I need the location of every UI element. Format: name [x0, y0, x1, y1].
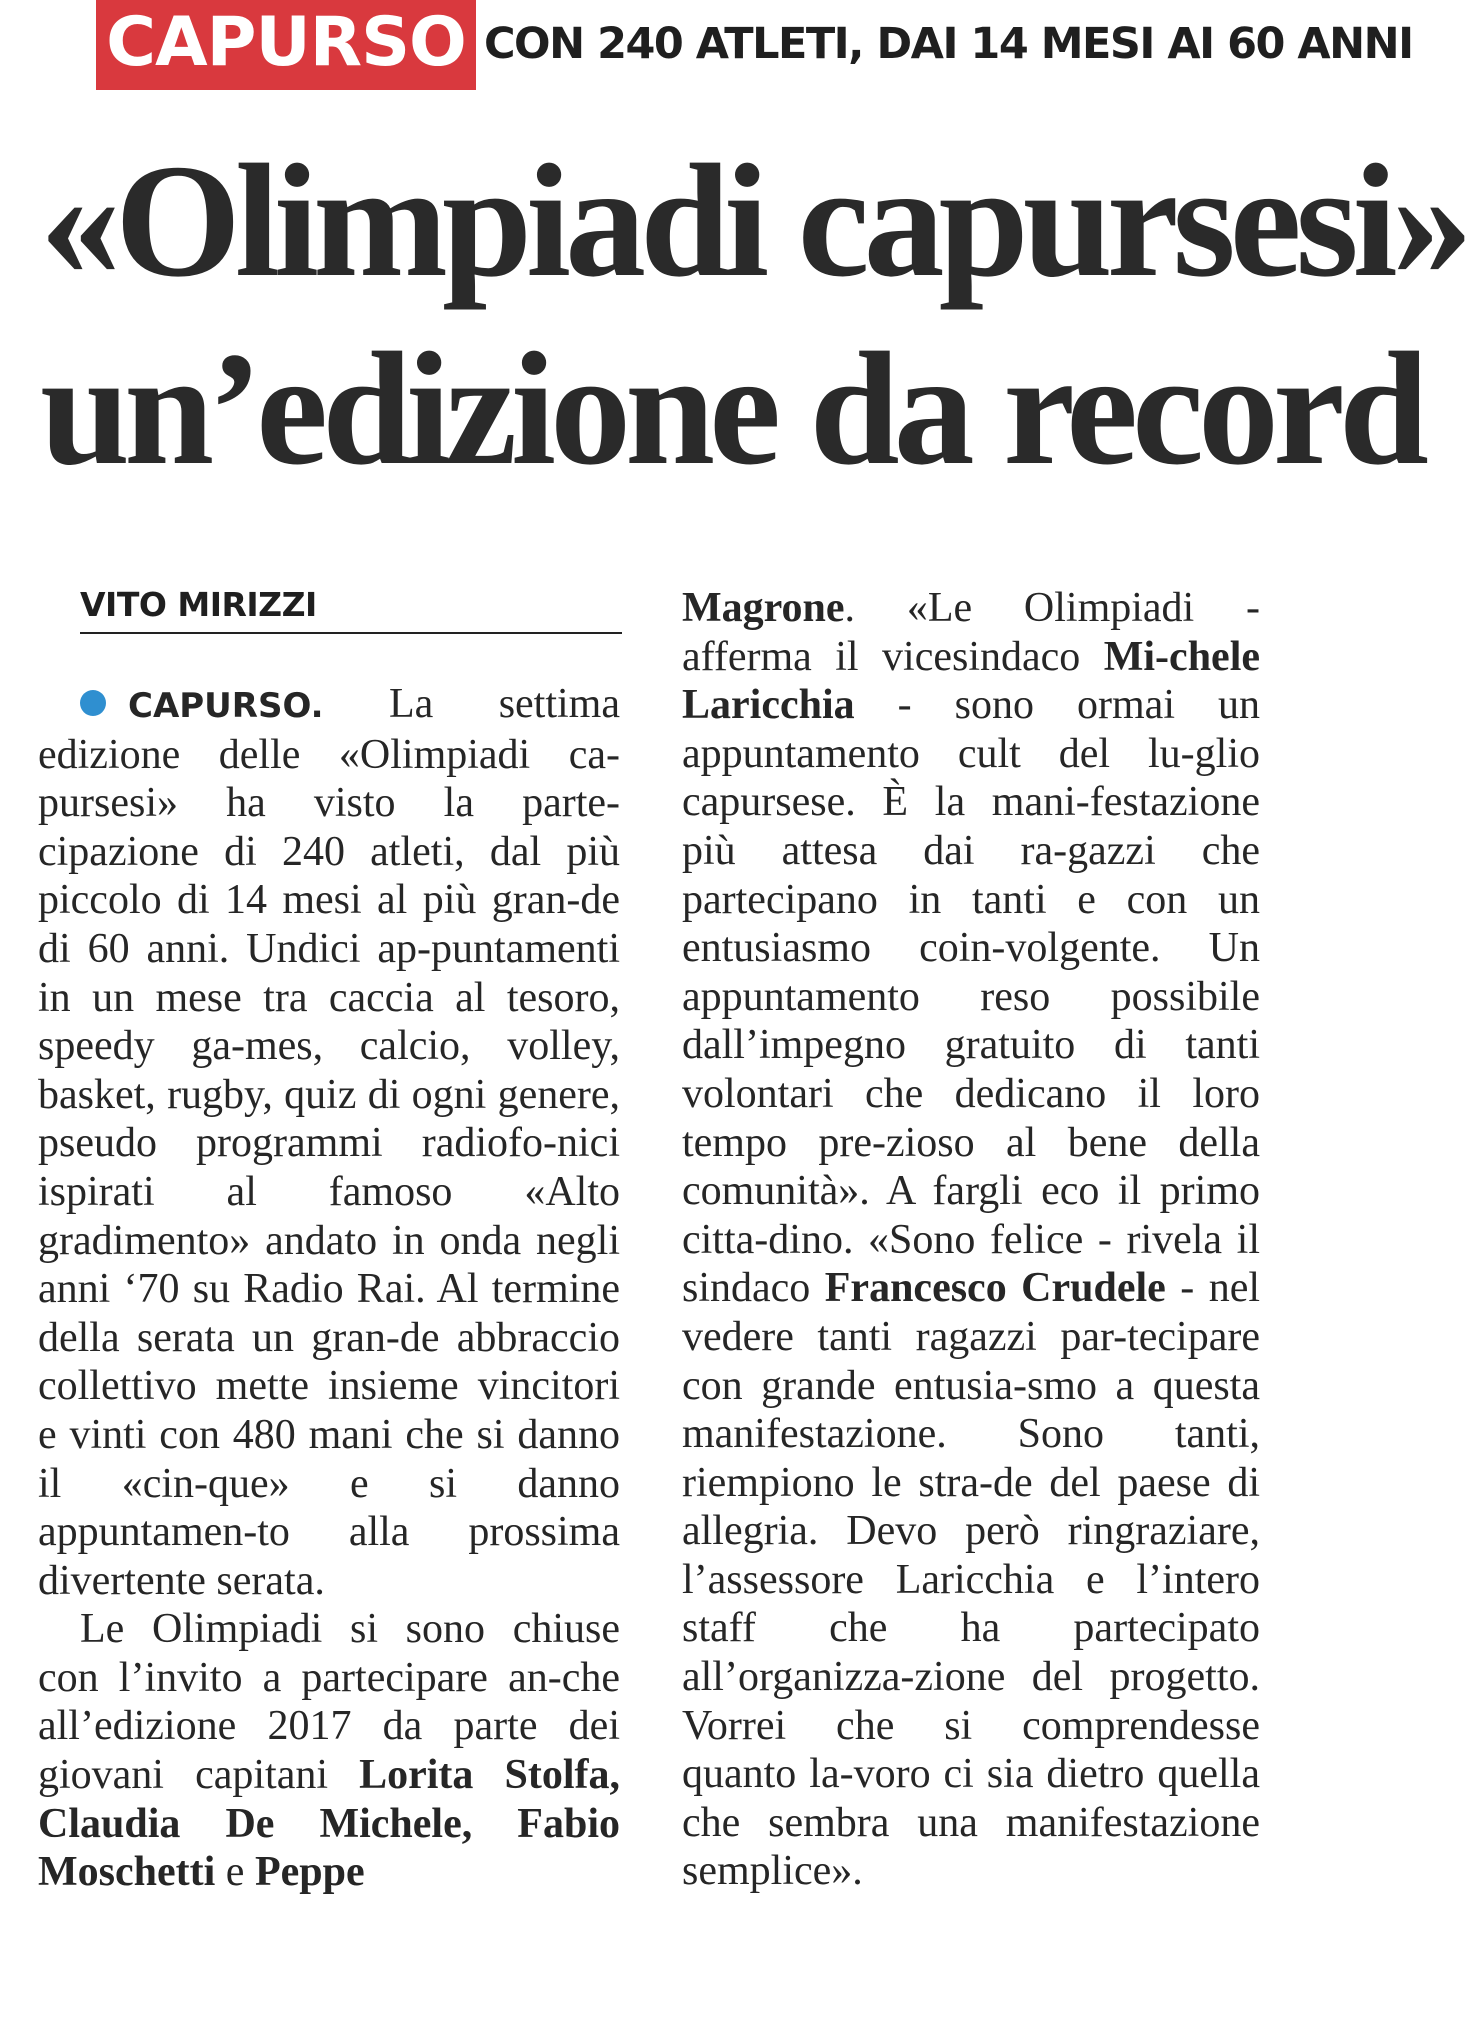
paragraph-2-text: Le Olimpiadi si sono chiuse con l’invito a partecipare an-che all’edizione 2017 da parte dei giovani capitani — [38, 1606, 620, 1799]
quote-sindaco: - nel vedere tanti ragazzi par-tecipare con grande entusia-smo a questa manifestazione. Sono tanti, riempiono le stra-de del paese di allegria. Devo però ringraziare, l’assessore Laricchia e l’intero staff che ha partecipato all’organizza-zione del progetto. Vorrei che si comprendesse quanto la-voro ci sia dietro quella che sembra una manifestazione semplice». — [682, 1265, 1261, 1895]
captain-peppe-last: Magrone — [682, 585, 845, 631]
sindaco-name: Francesco Crudele — [824, 1265, 1166, 1312]
paragraph-1-text: La settima edizione delle «Olimpiadi ca-pursesi» ha visto la parte-cipazione di 240 atleti, dal più piccolo di 14 mesi al più gran-de di 60 anni. Undici ap-puntamenti in un mese tra caccia al tesoro, speedy ga-mes, calcio, volley, basket, rugby, quiz di ogni genere, pseudo programmi radiofo-nici ispirati al famoso «Alto gradimento» andato in onda negli anni ‘70 su Radio Rai. Al termine della serata un gran-de abbraccio collettivo mette insieme vincitori e vinti con 480 mani che si danno il «cin-que» e si danno appuntamen-to alla prossima divertente serata. — [38, 681, 620, 1604]
dateline: CAPURSO. — [128, 686, 324, 726]
headline-line-2: un’edizione da record — [40, 320, 1423, 499]
headline — [40, 128, 1467, 504]
section-badge: CAPURSO — [96, 0, 476, 90]
byline: VITO MIRIZZI — [80, 582, 622, 634]
conjunction: e — [215, 1849, 255, 1896]
article-paragraph-2 — [38, 1605, 620, 1897]
vicesindaco-name: Mi-chele Laricchia — [682, 633, 1260, 729]
captains-names: Lorita Stolfa, Claudia De Michele, Fabio Moschetti — [38, 1752, 620, 1896]
article-paragraph-1 — [38, 680, 620, 1605]
quote-vicesindaco: - sono ormai un appuntamento cult del lu-glio capursese. È la mani-festazione più attesa dai ra-gazzi che partecipano in tanti e con un entusiasmo coin-volgente. Un appuntamento reso possibile dall’impegno gratuito di tanti volontari che dedicano il loro tempo pre-zioso al bene della comunità». A fargli eco il primo citta-dino. «Sono felice - rivela il sindaco — [682, 682, 1260, 1312]
bullet-dot-icon — [80, 690, 106, 716]
kicker-summary: CON 240 ATLETI, DAI 14 MESI AI 60 ANNI — [484, 19, 1413, 69]
captain-peppe-first: Peppe — [254, 1849, 365, 1896]
kicker-bar — [0, 0, 1413, 92]
quote-intro: . «Le Olimpiadi - afferma il vicesindaco — [682, 585, 1260, 680]
article-column-right — [682, 584, 1260, 1896]
headline-line-1: «Olimpiadi capursesi» — [40, 132, 1467, 311]
article-paragraph-2-continued — [682, 584, 1260, 1896]
article-column-left — [38, 680, 620, 1897]
